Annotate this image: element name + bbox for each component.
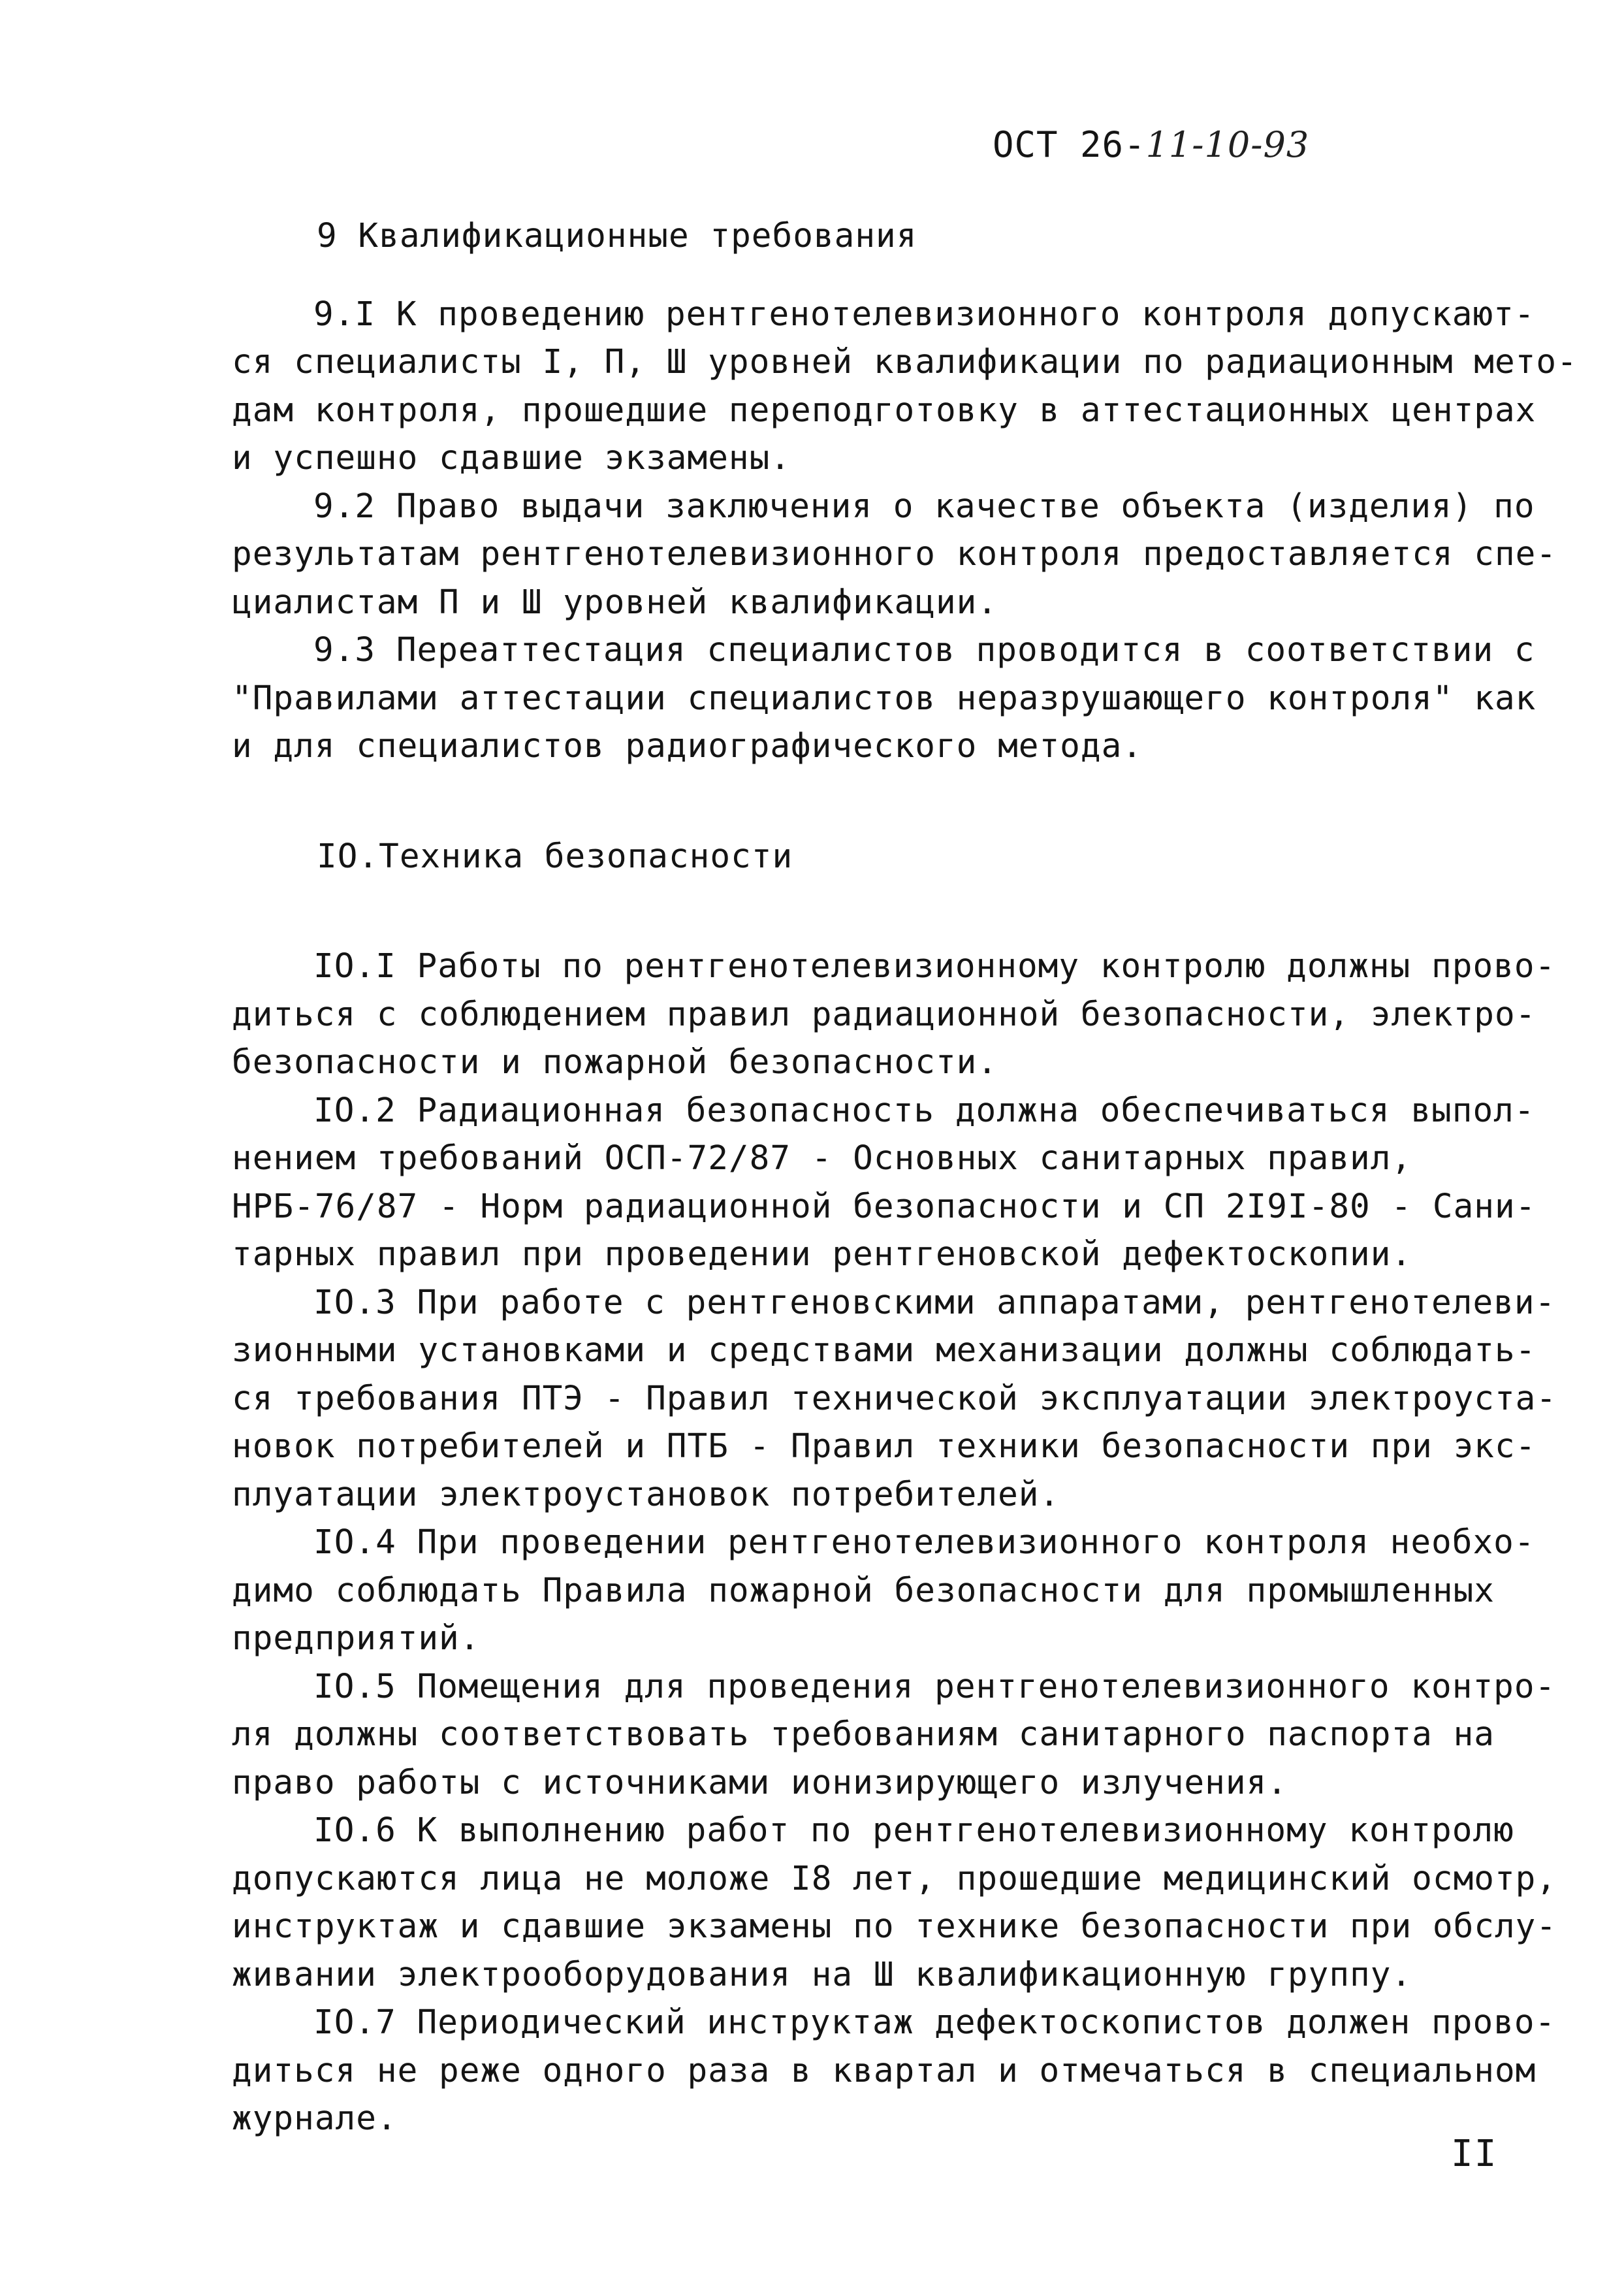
paragraph-line: IO.7 Периодический инструктаж дефектоскопистов должен прово-: [313, 2003, 1556, 2042]
paragraph-line: IO.I Работы по рентгенотелевизионному контролю должны прово-: [313, 947, 1556, 986]
paragraph-line: циалистам П и Ш уровней квалификации.: [232, 583, 998, 622]
section-heading: 9 Квалификационные требования: [317, 217, 917, 255]
document-code-handwritten: 11-10-93: [1145, 124, 1310, 165]
paragraph-line: безопасности и пожарной безопасности.: [232, 1043, 998, 1082]
paragraph-line: право работы с источниками ионизирующего излучения.: [232, 1763, 1288, 1802]
document-body: [232, 212, 1578, 2143]
paragraph-line: IO.3 При работе с рентгеновскими аппаратами, рентгенотелеви-: [313, 1283, 1556, 1322]
paragraph-line: допускаются лица не моложе I8 лет, прошедшие медицинский осмотр,: [232, 1859, 1557, 1898]
paragraph-line: димо соблюдать Правила пожарной безопасности для промышленных: [232, 1571, 1495, 1610]
paragraph-line: диться с соблюдением правил радиационной безопасности, электро-: [232, 995, 1536, 1034]
paragraph-line: ся специалисты I, П, Ш уровней квалификации по радиационным мето-: [232, 343, 1578, 381]
page-number: II: [1451, 2133, 1498, 2175]
paragraph-line: 9.3 Переаттестация специалистов проводится в соответствии с: [313, 631, 1535, 670]
paragraph-line: и успешно сдавшие экзамены.: [232, 439, 791, 477]
paragraph-line: живании электрооборудования на Ш квалификационную группу.: [232, 1955, 1412, 1994]
paragraph-line: зионными установками и средствами механизации должны соблюдать-: [232, 1331, 1536, 1370]
paragraph-line: IO.5 Помещения для проведения рентгенотелевизионного контро-: [313, 1667, 1556, 1706]
paragraph-line: НРБ-76/87 - Норм радиационной безопасности и СП 2I9I-80 - Сани-: [232, 1187, 1536, 1226]
document-code: [993, 124, 1309, 165]
paragraph-line: 9.2 Право выдачи заключения о качестве объекта (изделия) по: [313, 487, 1535, 526]
paragraph-line: IO.6 К выполнению работ по рентгенотелевизионному контролю: [313, 1811, 1514, 1850]
paragraph-line: ся требования ПТЭ - Правил технической эксплуатации электроуста-: [232, 1379, 1557, 1418]
paragraph-line: диться не реже одного раза в квартал и отмечаться в специальном: [232, 2051, 1536, 2090]
paragraph-line: ля должны соответствовать требованиям санитарного паспорта на: [232, 1715, 1495, 1754]
paragraph-line: 9.I К проведению рентгенотелевизионного контроля допускают-: [313, 295, 1535, 334]
paragraph-line: плуатации электроустановок потребителей.: [232, 1475, 1060, 1514]
paragraph-line: журнале.: [232, 2099, 398, 2138]
document-code-printed: ОСТ 26-: [993, 124, 1146, 165]
paragraph-line: "Правилами аттестации специалистов неразрушающего контроля" как: [232, 679, 1536, 718]
paragraph-line: IO.4 При проведении рентгенотелевизионного контроля необхо-: [313, 1523, 1535, 1562]
paragraph-line: инструктаж и сдавшие экзамены по технике безопасности при обслу-: [232, 1907, 1557, 1946]
paragraph-line: новок потребителей и ПТБ - Правил техники безопасности при экс-: [232, 1427, 1536, 1466]
paragraph-line: нением требований ОСП-72/87 - Основных санитарных правил,: [232, 1139, 1412, 1178]
paragraph-line: IO.2 Радиационная безопасность должна обеспечиваться выпол-: [313, 1091, 1535, 1130]
paragraph-line: результатам рентгенотелевизионного контроля предоставляется спе-: [232, 535, 1557, 574]
section-heading: IO.Техника безопасности: [317, 837, 793, 876]
paragraph-line: предприятий.: [232, 1619, 481, 1658]
paragraph-line: тарных правил при проведении рентгеновской дефектоскопии.: [232, 1235, 1412, 1274]
paragraph-line: дам контроля, прошедшие переподготовку в аттестационных центрах: [232, 391, 1536, 430]
paragraph-line: и для специалистов радиографического метода.: [232, 727, 1143, 766]
